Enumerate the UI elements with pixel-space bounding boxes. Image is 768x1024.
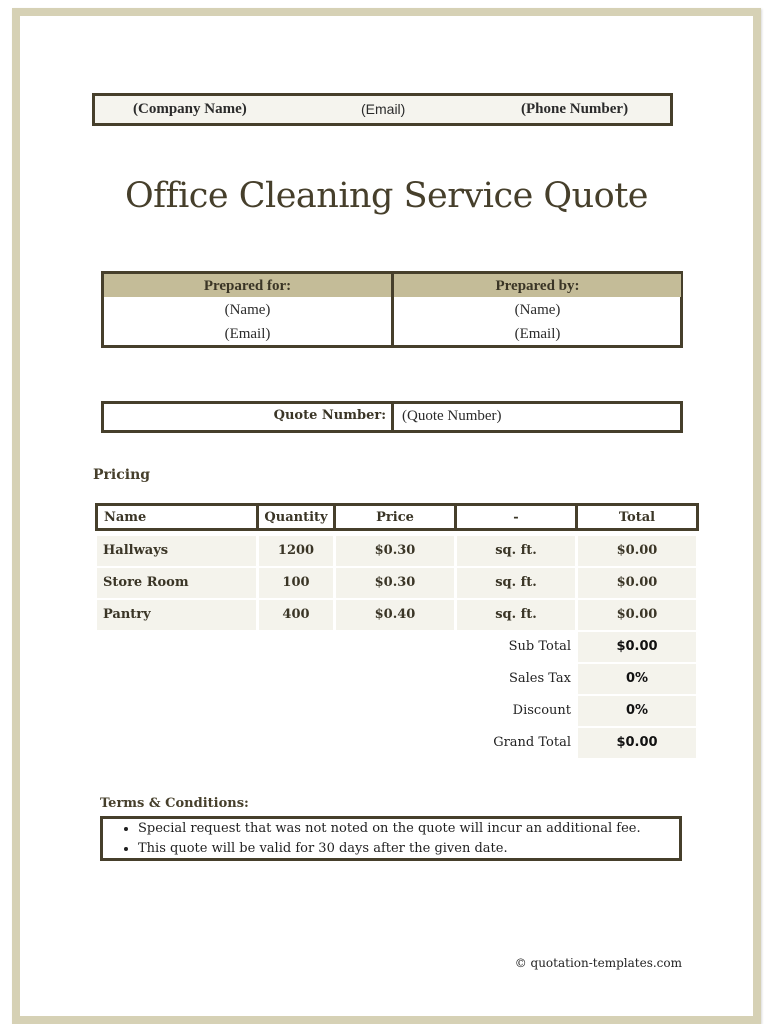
company-header-bar <box>92 93 673 126</box>
row-quantity: 1200 <box>259 536 333 566</box>
row-total: $0.00 <box>578 568 696 598</box>
row-unit: sq. ft. <box>457 536 575 566</box>
quote-number-label: Quote Number: <box>273 408 386 423</box>
row-name: Store Room <box>97 568 256 598</box>
row-unit: sq. ft. <box>457 568 575 598</box>
quote-number-value: (Quote Number) <box>402 408 502 424</box>
row-price: $0.30 <box>336 568 454 598</box>
pricing-heading: Pricing <box>93 467 151 483</box>
footer-copyright: © quotation-templates.com <box>514 956 682 970</box>
prepared-by-column <box>394 274 681 345</box>
prepared-by-email: (Email) <box>514 326 561 342</box>
subtotal-value: $0.00 <box>578 632 696 662</box>
prepared-for-column <box>104 274 391 345</box>
grand-total-label: Grand Total <box>493 735 571 750</box>
terms-list <box>103 819 679 859</box>
row-unit: sq. ft. <box>457 600 575 630</box>
prepared-for-email: (Email) <box>224 326 271 342</box>
sales-tax-label: Sales Tax <box>508 671 571 686</box>
company-name: (Company Name) <box>133 101 247 117</box>
row-total: $0.00 <box>578 536 696 566</box>
subtotal-label: Sub Total <box>508 639 571 654</box>
prepared-for-name: (Name) <box>224 302 271 318</box>
row-name: Pantry <box>97 600 256 630</box>
sales-tax-value: 0% <box>578 664 696 694</box>
terms-item: • This quote will be valid for 30 days after the given date. <box>138 839 679 859</box>
row-price: $0.40 <box>336 600 454 630</box>
company-phone: (Phone Number) <box>521 101 629 117</box>
row-total: $0.00 <box>578 600 696 630</box>
terms-heading: Terms & Conditions: <box>100 796 249 811</box>
grand-total-value: $0.00 <box>578 728 696 758</box>
page-title: Office Cleaning Service Quote <box>124 176 648 216</box>
document-page <box>12 8 761 1024</box>
column-header-name: Name <box>95 503 259 531</box>
quote-number-box <box>101 401 683 433</box>
row-quantity: 100 <box>259 568 333 598</box>
terms-box <box>100 816 682 861</box>
prepared-for-label: Prepared for: <box>104 274 391 297</box>
terms-item: • Special request that was not noted on the quote will incur an additional fee. <box>138 819 679 839</box>
prepared-table <box>101 271 683 348</box>
row-name: Hallways <box>97 536 256 566</box>
prepared-by-label: Prepared by: <box>394 274 681 297</box>
column-divider <box>391 404 394 430</box>
column-header-quantity: Quantity <box>256 503 336 531</box>
column-header-unit: - <box>454 503 578 531</box>
column-header-total: Total <box>575 503 699 531</box>
company-email: (Email) <box>361 101 406 117</box>
row-price: $0.30 <box>336 536 454 566</box>
prepared-by-name: (Name) <box>514 302 561 318</box>
column-header-price: Price <box>333 503 457 531</box>
discount-label: Discount <box>512 703 571 718</box>
row-quantity: 400 <box>259 600 333 630</box>
discount-value: 0% <box>578 696 696 726</box>
